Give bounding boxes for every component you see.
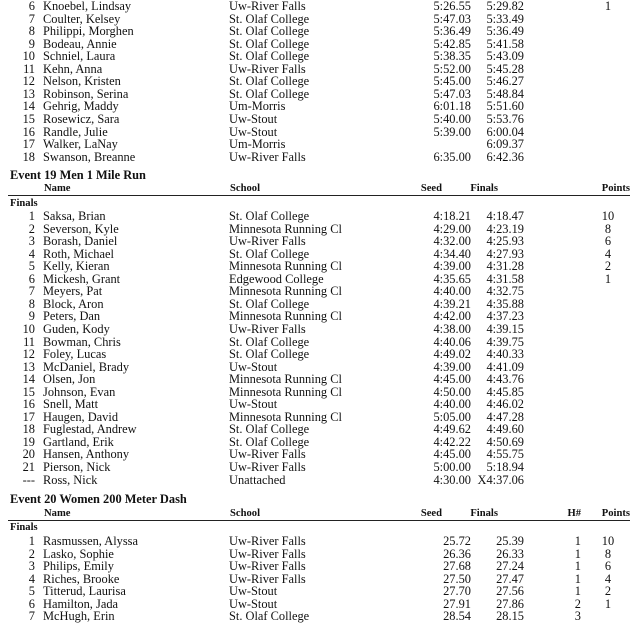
place-cell: 18 xyxy=(22,149,35,164)
place-cell: 3 xyxy=(28,234,35,249)
seed-time-cell: 5:00.00 xyxy=(433,460,471,474)
points-cell: 2 xyxy=(604,584,612,599)
finals-time-cell: 28.15 xyxy=(496,609,524,624)
result-row xyxy=(0,474,635,487)
result-row xyxy=(0,50,635,63)
school-cell: St. Olaf College xyxy=(229,209,310,223)
school-cell: Uw-River Falls xyxy=(229,534,306,548)
result-row xyxy=(0,560,635,573)
finals-time-cell: 27.56 xyxy=(496,584,524,599)
points-cell: 6 xyxy=(604,234,612,249)
athlete-name-cell: Hansen, Anthony xyxy=(43,447,130,462)
points-cell: 2 xyxy=(604,259,612,274)
place-cell: 7 xyxy=(28,609,35,624)
place-cell: 6 xyxy=(28,0,35,13)
result-row xyxy=(0,260,635,273)
place-cell: 12 xyxy=(22,74,35,89)
athlete-name-cell: Saksa, Brian xyxy=(43,209,106,223)
finals-time-cell: 4:45.85 xyxy=(486,384,524,399)
points-cell: 4 xyxy=(604,246,612,261)
finals-time-cell: 4:18.47 xyxy=(486,209,524,223)
school-cell: Um-Morris xyxy=(229,137,286,152)
finals-time-cell: 4:37.23 xyxy=(486,309,524,324)
finals-time-cell: 4:40.33 xyxy=(486,347,524,362)
seed-time-cell: 4:49.62 xyxy=(433,422,471,437)
points-cell: 4 xyxy=(604,571,612,586)
seed-time-cell: 4:40.00 xyxy=(433,397,471,412)
school-cell: Unattached xyxy=(229,472,286,487)
school-cell: Uw-Stout xyxy=(229,596,278,611)
school-cell: Uw-River Falls xyxy=(229,234,306,249)
points-cell: 8 xyxy=(604,546,612,561)
finals-time-cell: 4:32.75 xyxy=(486,284,524,299)
school-cell: Uw-River Falls xyxy=(229,0,306,13)
result-row xyxy=(0,348,635,361)
points-cell: 1 xyxy=(604,0,612,13)
finals-time-cell: 4:55.75 xyxy=(486,447,524,462)
seed-time-cell: 5:52.00 xyxy=(433,61,471,76)
school-cell: Uw-River Falls xyxy=(229,460,306,474)
finals-time-cell: 4:41.09 xyxy=(486,359,524,374)
event-20-finals-label: Finals xyxy=(10,522,38,533)
place-cell: 1 xyxy=(28,534,35,548)
seed-time-cell: 27.70 xyxy=(443,584,471,599)
result-row xyxy=(0,461,635,474)
school-cell: Uw-Stout xyxy=(229,124,278,139)
school-cell: Uw-River Falls xyxy=(229,61,306,76)
athlete-name-cell: Olsen, Jon xyxy=(43,372,96,387)
school-cell: Uw-River Falls xyxy=(229,546,306,561)
heat-cell: 1 xyxy=(574,546,581,561)
athlete-name-cell: Peters, Dan xyxy=(43,309,101,324)
finals-time-cell: 5:36.49 xyxy=(486,24,524,39)
finals-time-cell: 5:43.09 xyxy=(486,49,524,64)
athlete-name-cell: Pierson, Nick xyxy=(43,460,111,474)
finals-time-cell: 4:39.15 xyxy=(486,321,524,336)
place-cell: 11 xyxy=(23,61,35,76)
heat-cell: 3 xyxy=(574,609,581,624)
athlete-name-cell: Borash, Daniel xyxy=(43,234,118,249)
result-row xyxy=(0,75,635,88)
place-cell: 11 xyxy=(23,334,35,349)
result-row xyxy=(0,585,635,598)
finals-time-cell: 5:51.60 xyxy=(486,99,524,114)
school-cell: Uw-River Falls xyxy=(229,149,306,164)
place-cell: 13 xyxy=(22,359,35,374)
finals-time-cell: 6:00.04 xyxy=(486,124,524,139)
result-row xyxy=(0,210,635,223)
athlete-name-cell: Johnson, Evan xyxy=(43,384,116,399)
seed-time-cell: 27.91 xyxy=(443,596,471,611)
school-cell: Minnesota Running Cl xyxy=(229,372,342,387)
seed-time-cell: 5:36.49 xyxy=(433,24,471,39)
place-cell: 10 xyxy=(22,49,35,64)
place-cell: 14 xyxy=(22,99,35,114)
seed-time-cell: 5:45.00 xyxy=(433,74,471,89)
athlete-name-cell: Walker, LaNay xyxy=(43,137,118,152)
seed-time-cell: 4:18.21 xyxy=(433,209,471,223)
school-cell: Minnesota Running Cl xyxy=(229,309,342,324)
place-cell: 8 xyxy=(28,24,35,39)
seed-time-cell: 4:35.65 xyxy=(433,271,471,286)
school-cell: Edgewood College xyxy=(229,271,324,286)
result-row xyxy=(0,535,635,548)
school-cell: Minnesota Running Cl xyxy=(229,221,342,236)
header-divider xyxy=(8,195,630,196)
place-cell: 18 xyxy=(22,422,35,437)
finals-time-cell: 27.86 xyxy=(496,596,524,611)
finals-time-cell: 4:39.75 xyxy=(486,334,524,349)
athlete-name-cell: Mickesh, Grant xyxy=(43,271,121,286)
header-points: Points xyxy=(601,508,630,519)
event-20-title: Event 20 Women 200 Meter Dash xyxy=(10,492,187,506)
athlete-name-cell: Block, Aron xyxy=(43,296,104,311)
place-cell: 9 xyxy=(28,309,35,324)
place-cell: 15 xyxy=(22,384,35,399)
school-cell: St. Olaf College xyxy=(229,422,310,437)
athlete-name-cell: Robinson, Serina xyxy=(43,86,129,101)
athlete-name-cell: Roth, Michael xyxy=(43,246,114,261)
athlete-name-cell: Guden, Kody xyxy=(43,321,110,336)
finals-time-cell: 5:48.84 xyxy=(486,86,524,101)
result-row xyxy=(0,25,635,38)
athlete-name-cell: Schniel, Laura xyxy=(43,49,116,64)
seed-time-cell: 4:39.21 xyxy=(433,296,471,311)
athlete-name-cell: Swanson, Breanne xyxy=(43,149,136,164)
seed-time-cell: 4:38.00 xyxy=(433,321,471,336)
athlete-name-cell: Nelson, Kristen xyxy=(43,74,121,89)
place-cell: 7 xyxy=(28,284,35,299)
points-cell: 10 xyxy=(601,209,615,223)
athlete-name-cell: Hamilton, Jada xyxy=(43,596,119,611)
athlete-name-cell: Knoebel, Lindsay xyxy=(43,0,132,13)
athlete-name-cell: Philippi, Morghen xyxy=(43,24,134,39)
athlete-name-cell: Snell, Matt xyxy=(43,397,99,412)
event-19-title: Event 19 Men 1 Mile Run xyxy=(10,168,146,182)
finals-time-cell: 5:53.76 xyxy=(486,111,524,126)
header-divider xyxy=(8,520,630,521)
school-cell: St. Olaf College xyxy=(229,347,310,362)
finals-time-cell: 4:35.88 xyxy=(486,296,524,311)
athlete-name-cell: Philips, Emily xyxy=(43,559,114,574)
school-cell: Uw-Stout xyxy=(229,584,278,599)
athlete-name-cell: Randle, Julie xyxy=(43,124,108,139)
result-row xyxy=(0,323,635,336)
heat-cell: 1 xyxy=(574,571,581,586)
finals-time-cell: 5:46.27 xyxy=(486,74,524,89)
place-cell: 20 xyxy=(22,447,35,462)
seed-time-cell: 26.36 xyxy=(443,546,471,561)
finals-time-cell: 4:31.58 xyxy=(486,271,524,286)
place-cell: 7 xyxy=(28,11,35,26)
school-cell: St. Olaf College xyxy=(229,246,310,261)
header-heat: H# xyxy=(567,508,581,519)
seed-time-cell: 5:39.00 xyxy=(433,124,471,139)
heat-cell: 1 xyxy=(574,534,581,548)
points-cell: 10 xyxy=(601,534,615,548)
place-cell: 4 xyxy=(28,571,35,586)
place-cell: 16 xyxy=(22,397,35,412)
seed-time-cell: 4:32.00 xyxy=(433,234,471,249)
athlete-name-cell: Ross, Nick xyxy=(43,472,98,487)
finals-time-cell: 5:29.82 xyxy=(486,0,524,13)
points-cell: 1 xyxy=(604,271,612,286)
school-cell: Uw-Stout xyxy=(229,111,278,126)
event-19-column-headers xyxy=(0,182,635,195)
school-cell: Uw-River Falls xyxy=(229,447,306,462)
school-cell: St. Olaf College xyxy=(229,86,310,101)
place-cell: 17 xyxy=(22,409,35,424)
athlete-name-cell: McDaniel, Brady xyxy=(43,359,130,374)
athlete-name-cell: Titterud, Laurisa xyxy=(43,584,126,599)
header-seed: Seed xyxy=(420,183,442,194)
seed-time-cell: 4:34.40 xyxy=(433,246,471,261)
points-cell: 1 xyxy=(604,596,612,611)
school-cell: St. Olaf College xyxy=(229,334,310,349)
athlete-name-cell: Bodeau, Annie xyxy=(43,36,117,51)
seed-time-cell: 5:47.03 xyxy=(433,86,471,101)
school-cell: St. Olaf College xyxy=(229,74,310,89)
finals-time-cell: 5:18.94 xyxy=(486,460,524,474)
seed-time-cell: 4:49.02 xyxy=(433,347,471,362)
place-cell: 5 xyxy=(28,259,35,274)
header-school: School xyxy=(230,183,261,194)
place-cell: 5 xyxy=(28,584,35,599)
place-cell: 13 xyxy=(22,86,35,101)
seed-time-cell: 27.68 xyxy=(443,559,471,574)
header-finals: Finals xyxy=(470,508,498,519)
athlete-name-cell: Rosewicz, Sara xyxy=(43,111,120,126)
place-cell: 14 xyxy=(22,372,35,387)
place-cell: 2 xyxy=(28,546,35,561)
place-cell: 6 xyxy=(28,596,35,611)
header-points: Points xyxy=(601,183,630,194)
place-cell: 21 xyxy=(22,460,35,474)
school-cell: St. Olaf College xyxy=(229,24,310,39)
finals-time-cell: 25.39 xyxy=(496,534,524,548)
finals-time-cell: 5:45.28 xyxy=(486,61,524,76)
place-cell: 15 xyxy=(22,111,35,126)
place-cell: 17 xyxy=(22,137,35,152)
seed-time-cell: 27.50 xyxy=(443,571,471,586)
athlete-name-cell: Kelly, Kieran xyxy=(43,259,110,274)
school-cell: Uw-River Falls xyxy=(229,571,306,586)
place-cell: --- xyxy=(22,472,35,487)
seed-time-cell: 25.72 xyxy=(443,534,471,548)
result-row xyxy=(0,151,635,164)
school-cell: Uw-River Falls xyxy=(229,559,306,574)
seed-time-cell: 4:45.00 xyxy=(433,372,471,387)
school-cell: Minnesota Running Cl xyxy=(229,284,342,299)
seed-time-cell: 4:42.22 xyxy=(433,434,471,449)
school-cell: Uw-River Falls xyxy=(229,321,306,336)
athlete-name-cell: Kehn, Anna xyxy=(43,61,103,76)
place-cell: 4 xyxy=(28,246,35,261)
place-cell: 8 xyxy=(28,296,35,311)
school-cell: Uw-Stout xyxy=(229,359,278,374)
heat-cell: 1 xyxy=(574,559,581,574)
athlete-name-cell: Meyers, Pat xyxy=(43,284,103,299)
seed-time-cell: 4:40.00 xyxy=(433,284,471,299)
school-cell: St. Olaf College xyxy=(229,36,310,51)
result-row xyxy=(0,113,635,126)
school-cell: St. Olaf College xyxy=(229,296,310,311)
seed-time-cell: 5:47.03 xyxy=(433,11,471,26)
seed-time-cell: 28.54 xyxy=(443,609,471,624)
finals-time-cell: 5:41.58 xyxy=(486,36,524,51)
seed-time-cell: 4:29.00 xyxy=(433,221,471,236)
finals-time-cell: 4:47.28 xyxy=(486,409,524,424)
result-row xyxy=(0,138,635,151)
school-cell: St. Olaf College xyxy=(229,11,310,26)
place-cell: 2 xyxy=(28,221,35,236)
finals-time-cell: 4:50.69 xyxy=(486,434,524,449)
event-20-column-headers xyxy=(0,507,635,520)
finals-time-cell: 4:23.19 xyxy=(486,221,524,236)
seed-time-cell: 4:30.00 xyxy=(433,472,471,487)
seed-time-cell: 4:39.00 xyxy=(433,259,471,274)
athlete-name-cell: Haugen, David xyxy=(43,409,119,424)
result-row xyxy=(0,610,635,623)
event-19-finals-label: Finals xyxy=(10,198,38,209)
school-cell: Uw-Stout xyxy=(229,397,278,412)
header-name: Name xyxy=(44,508,71,519)
athlete-name-cell: Coulter, Kelsey xyxy=(43,11,121,26)
header-school: School xyxy=(230,508,261,519)
result-row xyxy=(0,423,635,436)
place-cell: 3 xyxy=(28,559,35,574)
athlete-name-cell: McHugh, Erin xyxy=(43,609,115,624)
seed-time-cell: 5:42.85 xyxy=(433,36,471,51)
place-cell: 9 xyxy=(28,36,35,51)
athlete-name-cell: Foley, Lucas xyxy=(43,347,107,362)
finals-time-cell: 4:31.28 xyxy=(486,259,524,274)
seed-time-cell: 5:38.35 xyxy=(433,49,471,64)
place-cell: 1 xyxy=(28,209,35,223)
result-row xyxy=(0,285,635,298)
finals-time-cell: 27.47 xyxy=(496,571,524,586)
seed-time-cell: 4:39.00 xyxy=(433,359,471,374)
header-name: Name xyxy=(44,183,71,194)
place-cell: 16 xyxy=(22,124,35,139)
seed-time-cell: 6:35.00 xyxy=(433,149,471,164)
header-seed: Seed xyxy=(420,508,442,519)
school-cell: Um-Morris xyxy=(229,99,286,114)
school-cell: St. Olaf College xyxy=(229,49,310,64)
school-cell: Minnesota Running Cl xyxy=(229,384,342,399)
header-finals: Finals xyxy=(470,183,498,194)
seed-time-cell: 4:50.00 xyxy=(433,384,471,399)
seed-time-cell: 4:40.06 xyxy=(433,334,471,349)
seed-time-cell: 5:05.00 xyxy=(433,409,471,424)
athlete-name-cell: Rasmussen, Alyssa xyxy=(43,534,138,548)
school-cell: Minnesota Running Cl xyxy=(229,409,342,424)
school-cell: St. Olaf College xyxy=(229,609,310,624)
athlete-name-cell: Lasko, Sophie xyxy=(43,546,114,561)
finals-time-cell: X4:37.06 xyxy=(477,472,524,487)
athlete-name-cell: Bowman, Chris xyxy=(43,334,121,349)
finals-time-cell: 4:43.76 xyxy=(486,372,524,387)
finals-time-cell: 26.33 xyxy=(496,546,524,561)
points-cell: 8 xyxy=(604,221,612,236)
seed-time-cell: 4:42.00 xyxy=(433,309,471,324)
finals-time-cell: 4:25.93 xyxy=(486,234,524,249)
place-cell: 12 xyxy=(22,347,35,362)
seed-time-cell: 5:40.00 xyxy=(433,111,471,126)
finals-time-cell: 4:46.02 xyxy=(486,397,524,412)
seed-time-cell: 5:26.55 xyxy=(433,0,471,13)
school-cell: St. Olaf College xyxy=(229,434,310,449)
place-cell: 10 xyxy=(22,321,35,336)
athlete-name-cell: Gehrig, Maddy xyxy=(43,99,119,114)
finals-time-cell: 5:33.49 xyxy=(486,11,524,26)
heat-cell: 1 xyxy=(574,584,581,599)
athlete-name-cell: Riches, Brooke xyxy=(43,571,120,586)
heat-cell: 2 xyxy=(574,596,581,611)
finals-time-cell: 27.24 xyxy=(496,559,524,574)
result-row xyxy=(0,235,635,248)
athlete-name-cell: Severson, Kyle xyxy=(43,221,119,236)
place-cell: 6 xyxy=(28,271,35,286)
finals-time-cell: 4:27.93 xyxy=(486,246,524,261)
result-row xyxy=(0,398,635,411)
points-cell: 6 xyxy=(604,559,612,574)
result-row xyxy=(0,0,635,13)
place-cell: 19 xyxy=(22,434,35,449)
finals-time-cell: 6:09.37 xyxy=(486,137,524,152)
finals-time-cell: 6:42.36 xyxy=(486,149,524,164)
athlete-name-cell: Gartland, Erik xyxy=(43,434,114,449)
seed-time-cell: 6:01.18 xyxy=(433,99,471,114)
result-row xyxy=(0,373,635,386)
finals-time-cell: 4:49.60 xyxy=(486,422,524,437)
seed-time-cell: 4:45.00 xyxy=(433,447,471,462)
school-cell: Minnesota Running Cl xyxy=(229,259,342,274)
athlete-name-cell: Fuglestad, Andrew xyxy=(43,422,137,437)
